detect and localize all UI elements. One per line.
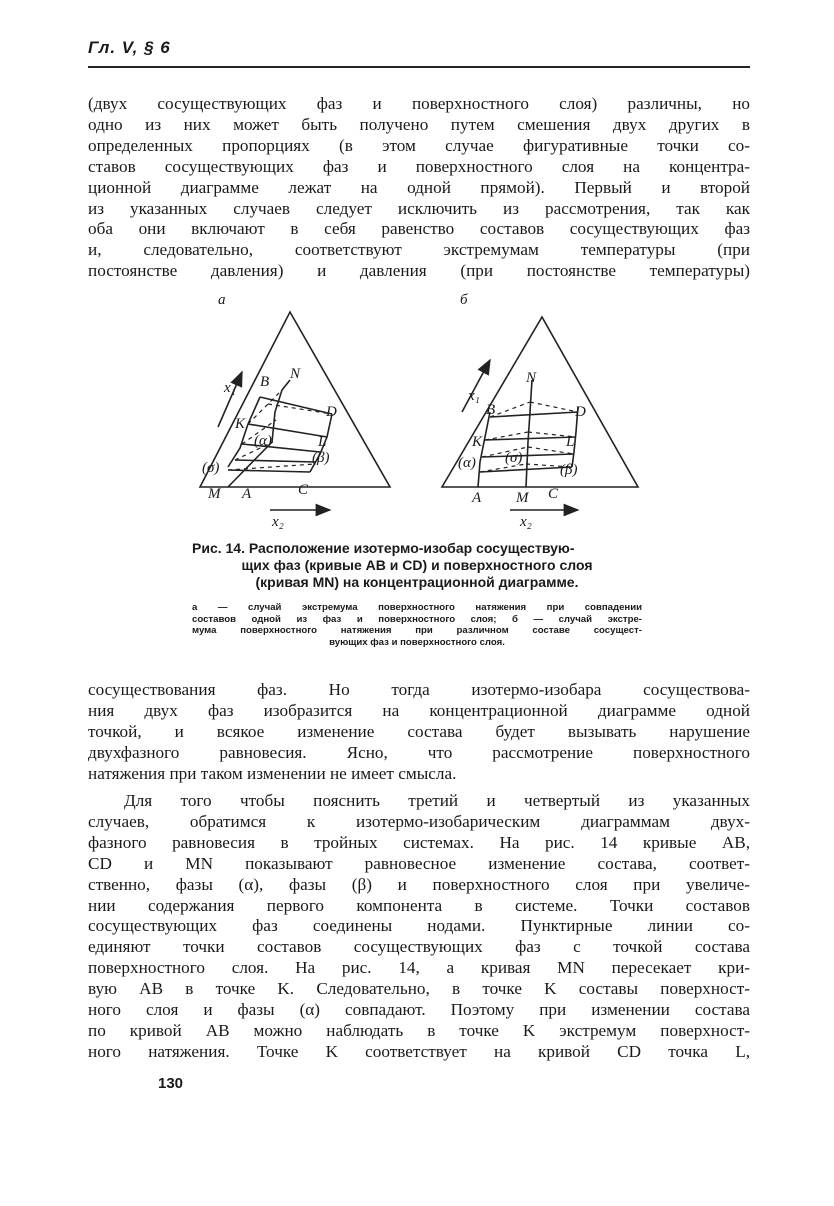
- text-line: и, следовательно, соответствуют экстремумам температуры (при: [88, 240, 750, 260]
- svg-text:(σ): (σ): [505, 450, 523, 466]
- text-line: ного натяжения. Точке K соответствует на кривой CD точка L,: [88, 1041, 750, 1061]
- text-line: оба они включают в себя равенство составов сосуществующих фаз: [88, 219, 750, 239]
- text-line: натяжения при таком изменении не имеет смысла.: [88, 763, 457, 783]
- svg-text:D: D: [575, 404, 586, 420]
- legend-line: составов одной из фаз и поверхностного слоя; б — случай экстре-: [192, 613, 642, 625]
- text-line: точкой, и всякое изменение состава будет вызывать нарушение: [88, 721, 750, 741]
- svg-text:(α): (α): [458, 455, 476, 471]
- svg-text:C: C: [548, 486, 559, 502]
- text-line: (двух сосуществующих фаз и поверхностного слоя) различны, но: [88, 94, 750, 113]
- paragraph-1: [88, 94, 750, 282]
- svg-text:K: K: [472, 434, 483, 450]
- svg-text:x₁: x₁: [224, 380, 236, 396]
- legend-line: вующих фаз и поверхностного слоя.: [329, 636, 505, 648]
- text-line: одно из них может быть получено путем смешения двух других в: [88, 114, 750, 134]
- svg-text:A: A: [242, 486, 252, 502]
- svg-text:N: N: [526, 370, 537, 386]
- svg-text:x₂: x₂: [272, 514, 284, 530]
- svg-text:L: L: [318, 434, 327, 450]
- paragraph-3: [88, 791, 750, 1063]
- text-line: вую AB в точке K. Следовательно, в точке K составы поверхност-: [88, 979, 750, 999]
- text-line: ния двух фаз изобразится на концентрационной диаграмме одной: [88, 700, 750, 720]
- text-line: по кривой AB можно наблюдать в точке K экстремум поверхност-: [88, 1020, 750, 1040]
- svg-text:(β): (β): [312, 450, 330, 466]
- text-line: сосуществующих фаз соединены нодами. Пунктирные линии со-: [88, 916, 750, 936]
- curve-ab-a: [228, 397, 260, 467]
- svg-text:D: D: [326, 404, 337, 420]
- curve-mn-b: [526, 380, 532, 487]
- paragraph-2: [88, 680, 750, 785]
- caption-line: (кривая MN) на концентрационной диаграмме.: [255, 574, 579, 590]
- svg-text:(α): (α): [254, 433, 272, 449]
- running-header: Гл. V, § 6: [88, 38, 171, 57]
- caption-line: щих фаз (кривые AB и CD) и поверхностного слоя: [241, 557, 593, 573]
- legend-line: мума поверхностного натяжения при различном составе сосущест-: [192, 625, 642, 636]
- text-line: сосуществования фаз. Но тогда изотермо-изобара сосуществова-: [88, 680, 750, 699]
- text-line: нии содержания первого компонента в системе. Точки составов: [88, 895, 750, 915]
- text-line: ставов сосуществующих фаз и поверхностного слоя на концентра-: [88, 156, 750, 176]
- figure-14: [180, 292, 660, 532]
- svg-text:M: M: [208, 486, 221, 502]
- svg-text:B: B: [260, 374, 270, 390]
- figure-caption: [192, 540, 642, 591]
- text-line: ственно, фазы (α), фазы (β) и поверхностного слоя при увеличе-: [88, 874, 750, 894]
- svg-text:x₂: x₂: [520, 514, 532, 530]
- page-number: 130: [158, 1075, 184, 1092]
- panel-a-label: а: [218, 292, 226, 308]
- text-line: ного слоя и фазы (α) совпадают. Поэтому при изменении состава: [88, 1000, 750, 1020]
- header-rule: [88, 66, 750, 68]
- svg-text:A: A: [472, 490, 482, 506]
- svg-text:C: C: [298, 482, 309, 498]
- ternary-diagrams: [180, 292, 660, 532]
- text-line: из указанных случаев следует исключить из рассмотрения, так как: [88, 198, 750, 218]
- svg-text:(β): (β): [560, 462, 578, 478]
- svg-text:x₁: x₁: [468, 388, 480, 404]
- text-line: Для того чтобы пояснить третий и четвертый из указанных: [124, 791, 750, 810]
- panel-b-label: б: [460, 292, 468, 308]
- caption-line: Рис. 14. Расположение изотермо-изобар сосуществую-: [192, 540, 575, 556]
- text-line: поверхностного слоя. На рис. 14, а кривая MN пересекает кри-: [88, 958, 750, 978]
- text-line: двухфазного равновесия. Ясно, что рассмотрение поверхностного: [88, 742, 750, 762]
- text-line: CD и MN показывают равновесное изменение состава, соответ-: [88, 853, 750, 873]
- svg-text:L: L: [566, 434, 575, 450]
- svg-text:K: K: [235, 416, 246, 432]
- legend-line: а — случай экстремума поверхностного натяжения при совпадении: [192, 602, 642, 613]
- text-line: единяют точки составов сосуществующих фаз с точкой состава: [88, 937, 750, 957]
- figure-legend: [192, 602, 642, 648]
- svg-text:M: M: [516, 490, 529, 506]
- text-line: случаев, обратимся к изотермо-изобарическим диаграммам двух-: [88, 811, 750, 831]
- text-line: фазного равновесия в тройных системах. На рис. 14 кривые AB,: [88, 832, 750, 852]
- text-line: постоянстве давления) и давления (при постоянстве температуры): [88, 261, 750, 281]
- text-line: ционной диаграмме лежат на одной прямой). Первый и второй: [88, 177, 750, 197]
- svg-text:(σ): (σ): [202, 460, 220, 476]
- svg-text:B: B: [486, 402, 496, 418]
- svg-text:N: N: [290, 366, 301, 382]
- text-line: определенных пропорциях (в этом случае фигуративные точки со-: [88, 135, 750, 155]
